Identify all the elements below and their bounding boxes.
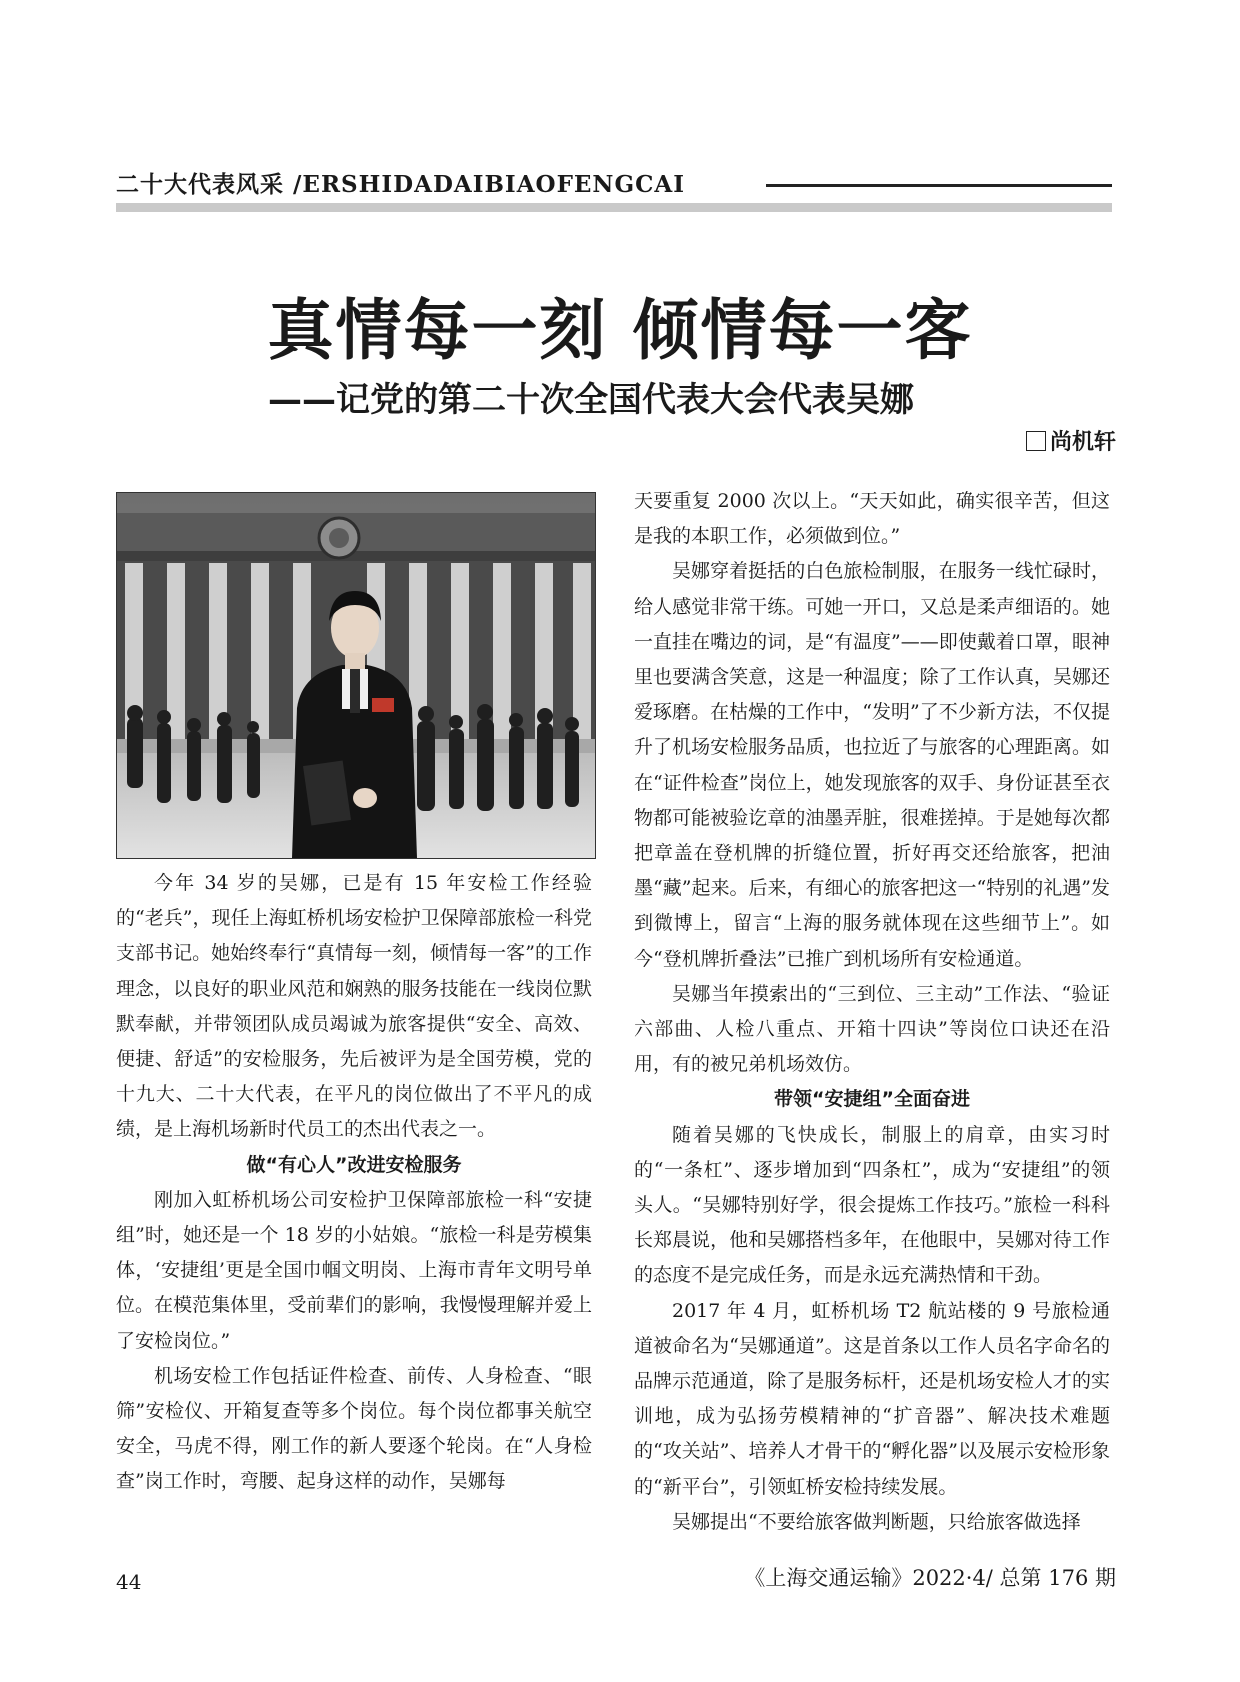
paragraph: 吴娜提出“不要给旅客做判断题，只给旅客做选择 (672, 1510, 1081, 1533)
page-number: 44 (116, 1570, 142, 1594)
section-heading: 做“有心人”改进安检服务 (246, 1153, 462, 1176)
paragraph-continued: 天要重复 2000 次以上。“天天如此，确实很辛苦，但这是我的本职工作，必须做到位。” (634, 490, 1110, 548)
header-rule (766, 184, 1112, 187)
section-heading: 带领“安捷组”全面奋进 (774, 1088, 970, 1111)
article-photo (116, 492, 596, 859)
journal-info: 《上海交通运输》2022·4/ 总第 176 期 (744, 1566, 1116, 1590)
photo-illustration (117, 493, 595, 858)
section-label: 二十大代表风采 /ERSHIDADAIBIAOFENGCAI (116, 170, 697, 200)
right-column (634, 484, 1110, 1540)
header-band (116, 203, 1112, 212)
byline (1026, 428, 1116, 458)
section-header (116, 170, 1112, 210)
paragraph: 随着吴娜的飞快成长，制服上的肩章，由实习时的“一条杠”、逐步增加到“四条杠”，成为“安捷组”的领头人。“吴娜特别好学，很会提炼工作技巧。”旅检一科科长郑晨说，他和吴娜搭档多年，在他眼中，吴娜对待工作的态度不是完成任务，而是永远充满热情和干劲。 (634, 1123, 1110, 1287)
author-name: 尚机轩 (1049, 430, 1116, 455)
paragraph: 吴娜穿着挺括的白色旅检制服，在服务一线忙碌时，给人感觉非常干练。可她一开口，又总是柔声细语的。她一直挂在嘴边的词，是“有温度”——即使戴着口罩，眼神里也要满含笑意，这是一种温度；除了工作认真，吴娜还爱琢磨。在枯燥的工作中，“发明”了不少新方法，不仅提升了机场安检服务品质，也拉近了与旅客的心理距离。如在“证件检查”岗位上，她发现旅客的双手、身份证甚至衣物都可能被验讫章的油墨弄脏，很难搓掉。于是她每次都把章盖在登机牌的折缝位置，折好再交还给旅客，把油墨“藏”起来。后来，有细心的旅客把这一“特别的礼遇”发到微博上，留言“上海的服务就体现在这些细节上”。如今“登机牌折叠法”已推广到机场所有安检通道。 (634, 560, 1110, 970)
left-column (116, 866, 592, 1500)
paragraph: 今年 34 岁的吴娜，已是有 15 年安检工作经验的“老兵”，现任上海虹桥机场安检护卫保障部旅检一科党支部书记。她始终奉行“真情每一刻，倾情每一客”的工作理念，以良好的职业风范和娴熟的服务技能在一线岗位默默奉献，并带领团队成员竭诚为旅客提供“安全、高效、便捷、舒适”的安检服务，先后被评为是全国劳模，党的十九大、二十大代表，在平凡的岗位做出了不平凡的成绩，是上海机场新时代员工的杰出代表之一。 (116, 872, 592, 1141)
article-subtitle: ——记党的第二十次全国代表大会代表吴娜 (268, 380, 914, 420)
paragraph: 吴娜当年摸索出的“三到位、三主动”工作法、“验证六部曲、人检八重点、开箱十四诀”等岗位口诀还在沿用，有的被兄弟机场效仿。 (634, 982, 1110, 1076)
article-title: 真情每一刻 倾情每一客 (267, 291, 973, 369)
paragraph: 刚加入虹桥机场公司安检护卫保障部旅检一科“安捷组”时，她还是一个 18 岁的小姑娘。“旅检一科是劳模集体，‘安捷组’更是全国巾帼文明岗、上海市青年文明号单位。在模范集体里，受前辈们的影响，我慢慢理解并爱上了安检岗位。” (116, 1188, 592, 1352)
paragraph: 机场安检工作包括证件检查、前传、人身检查、“眼筛”安检仪、开箱复查等多个岗位。每个岗位都事关航空安全，马虎不得，刚工作的新人要逐个轮岗。在“人身检查”岗工作时，弯腰、起身这样的动作，吴娜每 (116, 1364, 592, 1493)
paragraph: 2017 年 4 月，虹桥机场 T2 航站楼的 9 号旅检通道被命名为“吴娜通道”。这是首条以工作人员名字命名的品牌示范通道，除了是服务标杆，还是机场安检人才的实训地，成为弘扬劳模精神的“扩音器”、解决技术难题的“攻关站”、培养人才骨干的“孵化器”以及展示安检形象的“新平台”，引领虹桥安检持续发展。 (634, 1299, 1110, 1498)
byline-box-icon (1026, 431, 1046, 451)
